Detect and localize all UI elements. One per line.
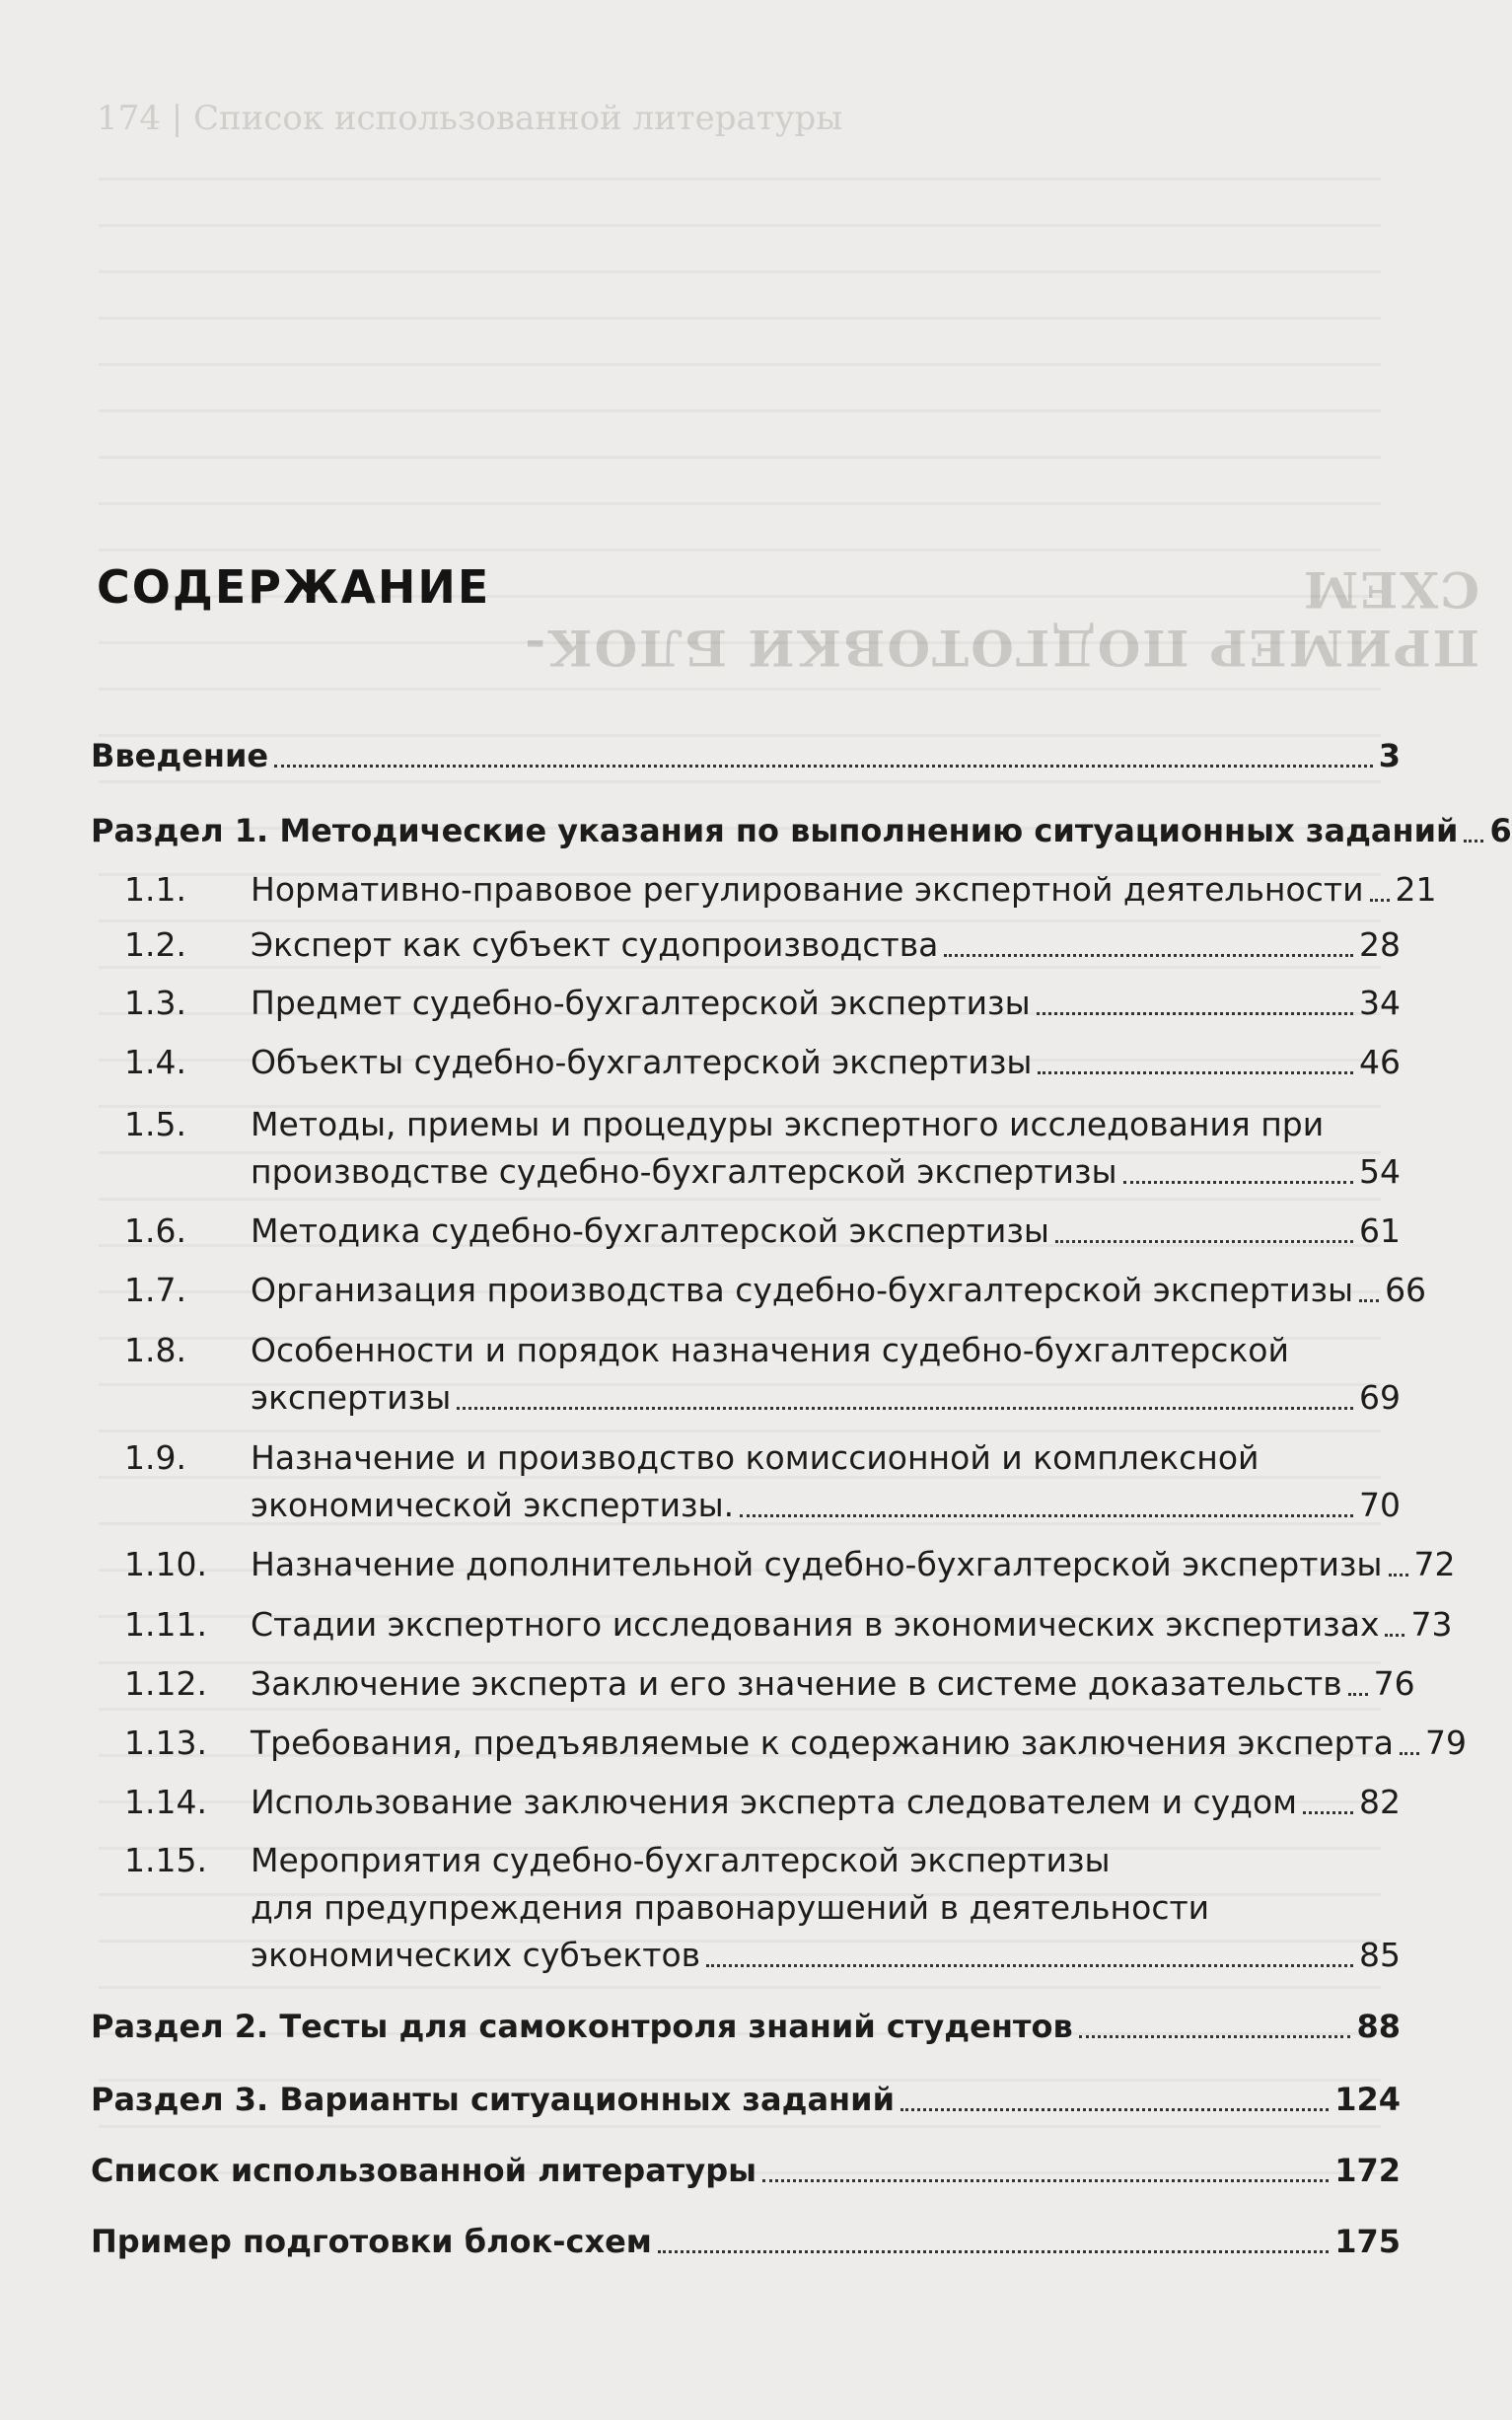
toc-entry-title: Раздел 2. Тесты для самоконтроля знаний студентов (91, 2008, 1073, 2045)
dot-leader (1055, 1240, 1353, 1243)
toc-entry-title: Стадии экспертного исследования в экономических экспертизах (251, 1605, 1380, 1644)
toc-entry-title: Предмет судебно-бухгалтерской экспертизы (251, 984, 1031, 1022)
toc-entry-number: 1.2. (124, 925, 186, 964)
table-of-contents (91, 0, 1512, 2420)
toc-entry-number: 1.4. (124, 1043, 186, 1081)
dot-leader (900, 2108, 1329, 2111)
dot-leader (1385, 1634, 1404, 1637)
toc-entry-title: Раздел 3. Варианты ситуационных заданий (91, 2081, 895, 2118)
toc-entry-title-line-2: для предупреждения правонарушений в деятельности (251, 1888, 1210, 1927)
dot-leader (1038, 1071, 1353, 1074)
dot-leader (740, 1514, 1353, 1517)
toc-entry-title-line-1: Мероприятия судебно-бухгалтерской экспертизы (251, 1841, 1111, 1879)
dot-leader (457, 1407, 1353, 1410)
toc-entry-title: Назначение дополнительной судебно-бухгалтерской экспертизы (251, 1545, 1383, 1583)
toc-entry-1-6[interactable] (91, 1208, 1401, 1255)
toc-entry-title: Эксперт как субъект судопроизводства (251, 925, 939, 964)
toc-entry-page: 46 (1359, 1043, 1401, 1081)
dot-leader (1348, 1693, 1368, 1696)
dot-leader (762, 2179, 1329, 2182)
toc-entry-page: 82 (1359, 1783, 1401, 1821)
dot-leader (944, 954, 1353, 957)
toc-entry-1-15[interactable] (91, 1837, 1401, 1979)
dot-leader (1389, 1574, 1408, 1577)
toc-entry-1-10[interactable] (91, 1541, 1456, 1588)
dot-leader (1037, 1012, 1353, 1015)
toc-entry-page: 66 (1385, 1271, 1427, 1309)
toc-entry-page: 69 (1359, 1378, 1401, 1417)
dot-leader (274, 765, 1373, 768)
dot-leader (1370, 899, 1390, 902)
bleed-through-header: 174 | Список использованной литературы (97, 99, 843, 138)
toc-entry-title: Методика судебно-бухгалтерской экспертизы (251, 1211, 1049, 1250)
toc-entry-number: 1.1. (124, 870, 186, 909)
toc-entry-title: Требования, предъявляемые к содержанию заключения эксперта (251, 1723, 1394, 1762)
toc-entry-bibliography[interactable] (91, 2147, 1401, 2194)
toc-entry-title-line-1: Особенности и порядок назначения судебно-бухгалтерской (251, 1331, 1289, 1369)
toc-entry-1-13[interactable] (91, 1720, 1467, 1767)
toc-entry-page: 175 (1334, 2223, 1401, 2260)
toc-entry-title-line-1: Методы, приемы и процедуры экспертного исследования при (251, 1105, 1325, 1143)
toc-entry-section-2[interactable] (91, 2003, 1401, 2050)
toc-entry-page: 85 (1359, 1936, 1401, 1974)
dot-leader (706, 1964, 1353, 1967)
toc-entry-number: 1.7. (124, 1271, 186, 1309)
toc-entry-number: 1.15. (124, 1841, 207, 1879)
dot-leader (1123, 1181, 1353, 1184)
toc-entry-page: 124 (1334, 2081, 1401, 2118)
toc-entry-page: 21 (1395, 870, 1437, 909)
toc-entry-page: 61 (1359, 1211, 1401, 1250)
toc-entry-page: 72 (1413, 1545, 1456, 1583)
toc-entry-1-11[interactable] (91, 1601, 1453, 1649)
toc-entry-number: 1.9. (124, 1438, 186, 1477)
dot-leader (1303, 1811, 1353, 1814)
toc-entry-page: 54 (1359, 1152, 1401, 1191)
toc-entry-1-14[interactable] (91, 1779, 1401, 1826)
toc-entry-1-12[interactable] (91, 1660, 1415, 1708)
dot-leader (1359, 1299, 1379, 1302)
toc-entry-page: 88 (1356, 2008, 1401, 2045)
toc-entry-page: 34 (1359, 984, 1401, 1022)
toc-entry-1-3[interactable] (91, 980, 1401, 1027)
toc-entry-title: Введение (91, 737, 269, 774)
toc-entry-page: 3 (1378, 737, 1401, 774)
toc-entry-section-1[interactable] (91, 807, 1512, 854)
page-title: СОДЕРЖАНИЕ (97, 560, 491, 614)
toc-entry-title: Объекты судебно-бухгалтерской экспертизы (251, 1043, 1033, 1081)
toc-entry-introduction[interactable] (91, 732, 1401, 779)
toc-entry-page: 76 (1373, 1664, 1415, 1703)
toc-entry-page: 6 (1489, 812, 1512, 849)
toc-entry-1-7[interactable] (91, 1267, 1427, 1314)
toc-entry-page: 28 (1359, 925, 1401, 964)
toc-entry-number: 1.6. (124, 1211, 186, 1250)
toc-entry-number: 1.5. (124, 1105, 186, 1143)
toc-entry-1-8[interactable] (91, 1327, 1401, 1422)
toc-entry-number: 1.8. (124, 1331, 186, 1369)
toc-entry-number: 1.11. (124, 1605, 207, 1644)
toc-entry-title-line-2: экспертизы (251, 1378, 452, 1417)
toc-entry-1-5[interactable] (91, 1101, 1401, 1196)
dot-leader (1464, 840, 1483, 843)
toc-entry-section-3[interactable] (91, 2076, 1401, 2123)
toc-entry-title-line-2: экономической экспертизы. (251, 1486, 735, 1524)
toc-entry-title-line-1: Назначение и производство комиссионной и комплексной (251, 1438, 1260, 1477)
toc-entry-1-1[interactable] (91, 866, 1437, 914)
toc-entry-number: 1.14. (124, 1783, 207, 1821)
dot-leader (1079, 2035, 1351, 2038)
toc-entry-page: 172 (1334, 2152, 1401, 2189)
dot-leader (658, 2250, 1329, 2253)
toc-entry-1-2[interactable] (91, 921, 1401, 969)
toc-entry-title-line-2: производстве судебно-бухгалтерской экспертизы (251, 1152, 1117, 1191)
toc-entry-title: Организация производства судебно-бухгалтерской экспертизы (251, 1271, 1354, 1309)
dot-leader (1400, 1752, 1419, 1755)
toc-entry-title: Использование заключения эксперта следователем и судом (251, 1783, 1298, 1821)
toc-entry-1-9[interactable] (91, 1434, 1401, 1529)
toc-entry-page: 73 (1410, 1605, 1453, 1644)
toc-entry-title: Раздел 1. Методические указания по выполнению ситуационных заданий (91, 812, 1459, 849)
toc-entry-title: Заключение эксперта и его значение в системе доказательств (251, 1664, 1342, 1703)
toc-entry-title: Пример подготовки блок-схем (91, 2223, 652, 2260)
toc-entry-title: Список использованной литературы (91, 2152, 757, 2189)
toc-entry-title-line-3: экономических субъектов (251, 1936, 701, 1974)
toc-entry-1-4[interactable] (91, 1039, 1401, 1086)
toc-entry-title: Нормативно-правовое регулирование экспертной деятельности (251, 870, 1364, 909)
bleed-through-title: ПРИМЕР ПОДГОТОВКИ БЛОК-СХЕМ (523, 560, 1479, 677)
toc-entry-flowchart-example[interactable] (91, 2218, 1401, 2265)
toc-entry-number: 1.10. (124, 1545, 207, 1583)
toc-entry-number: 1.3. (124, 984, 186, 1022)
toc-entry-page: 70 (1359, 1486, 1401, 1524)
toc-entry-number: 1.12. (124, 1664, 207, 1703)
toc-entry-number: 1.13. (124, 1723, 207, 1762)
toc-entry-page: 79 (1424, 1723, 1467, 1762)
